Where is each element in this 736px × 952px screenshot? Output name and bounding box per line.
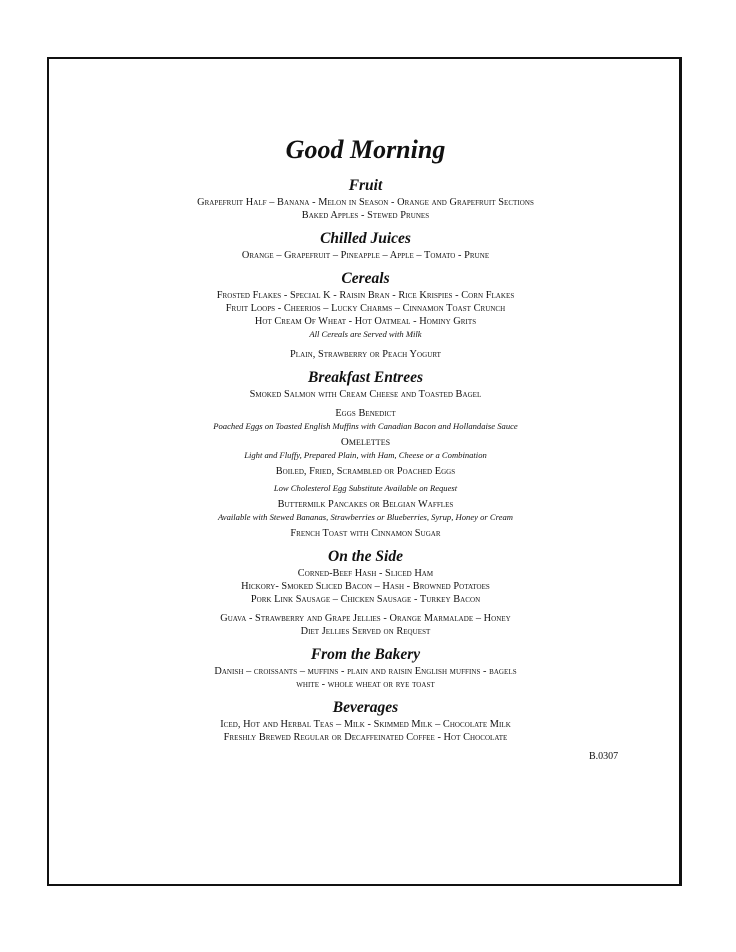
section-cereals bbox=[49, 270, 682, 361]
menu-content bbox=[49, 135, 682, 752]
menu-title: Good Morning bbox=[285, 135, 446, 164]
menu-line: Eggs Benedict bbox=[335, 408, 396, 419]
menu-note: Light and Fluffy, Prepared Plain, with Ham, Cheese or a Combination bbox=[244, 450, 487, 460]
menu-line: Hickory- Smoked Sliced Bacon – Hash - Browned Potatoes bbox=[241, 581, 490, 592]
section-on-the-side bbox=[49, 548, 682, 638]
menu-line: Guava - Strawberry and Grape Jellies - Orange Marmalade – Honey bbox=[220, 613, 511, 624]
section-heading: Fruit bbox=[348, 177, 383, 194]
section-heading: Beverages bbox=[332, 699, 399, 716]
menu-note: All Cereals are Served with Milk bbox=[309, 329, 422, 339]
menu-line: Smoked Salmon with Cream Cheese and Toasted Bagel bbox=[249, 389, 482, 400]
menu-line: Fruit Loops - Cheerios – Lucky Charms – Cinnamon Toast Crunch bbox=[225, 303, 506, 314]
section-fruit bbox=[49, 177, 682, 222]
menu-line: Plain, Strawberry or Peach Yogurt bbox=[290, 349, 441, 360]
menu-line: Frosted Flakes - Special K - Raisin Bran - Rice Krispies - Corn Flakes bbox=[216, 290, 515, 301]
menu-line: Buttermilk Pancakes or Belgian Waffles bbox=[277, 499, 454, 510]
section-heading: From the Bakery bbox=[310, 646, 421, 663]
section-beverages bbox=[49, 699, 682, 744]
section-breakfast-entrees bbox=[49, 369, 682, 540]
menu-line: French Toast with Cinnamon Sugar bbox=[290, 528, 441, 539]
menu-line: Danish – croissants – muffins - plain and raisin English muffins - bagels bbox=[214, 666, 517, 677]
menu-line: Diet Jellies Served on Request bbox=[300, 626, 431, 637]
menu-line: Grapefruit Half – Banana - Melon in Season - Orange and Grapefruit Sections bbox=[197, 197, 534, 208]
menu-line: white - whole wheat or rye toast bbox=[296, 679, 435, 690]
menu-line: Iced, Hot and Herbal Teas – Milk - Skimmed Milk – Chocolate Milk bbox=[220, 719, 511, 730]
menu-line: Omelettes bbox=[340, 436, 391, 448]
menu-line: Hot Cream Of Wheat - Hot Oatmeal - Hominy Grits bbox=[254, 316, 477, 327]
section-heading: Cereals bbox=[341, 270, 390, 287]
menu-note: Available with Stewed Bananas, Strawberries or Blueberries, Syrup, Honey or Cream bbox=[218, 512, 513, 522]
menu-note: Low Cholesterol Egg Substitute Available on Request bbox=[273, 483, 458, 493]
menu-line: Boiled, Fried, Scrambled or Poached Eggs bbox=[275, 466, 456, 477]
form-code: B.0307 bbox=[589, 751, 619, 762]
section-heading: Chilled Juices bbox=[320, 230, 411, 247]
menu-note: Poached Eggs on Toasted English Muffins with Canadian Bacon and Hollandaise Sauce bbox=[213, 421, 518, 431]
menu-line: Orange – Grapefruit – Pineapple – Apple – Tomato - Prune bbox=[241, 250, 490, 261]
section-heading: Breakfast Entrees bbox=[308, 369, 423, 386]
section-chilled-juices bbox=[49, 230, 682, 262]
section-heading: On the Side bbox=[328, 548, 403, 565]
menu-line: Corned-Beef Hash - Sliced Ham bbox=[297, 568, 434, 579]
section-from-the-bakery bbox=[49, 646, 682, 691]
menu-line: Baked Apples - Stewed Prunes bbox=[301, 210, 430, 221]
menu-line: Pork Link Sausage – Chicken Sausage - Turkey Bacon bbox=[250, 594, 481, 605]
menu-line: Freshly Brewed Regular or Decaffeinated Coffee - Hot Chocolate bbox=[223, 732, 508, 743]
